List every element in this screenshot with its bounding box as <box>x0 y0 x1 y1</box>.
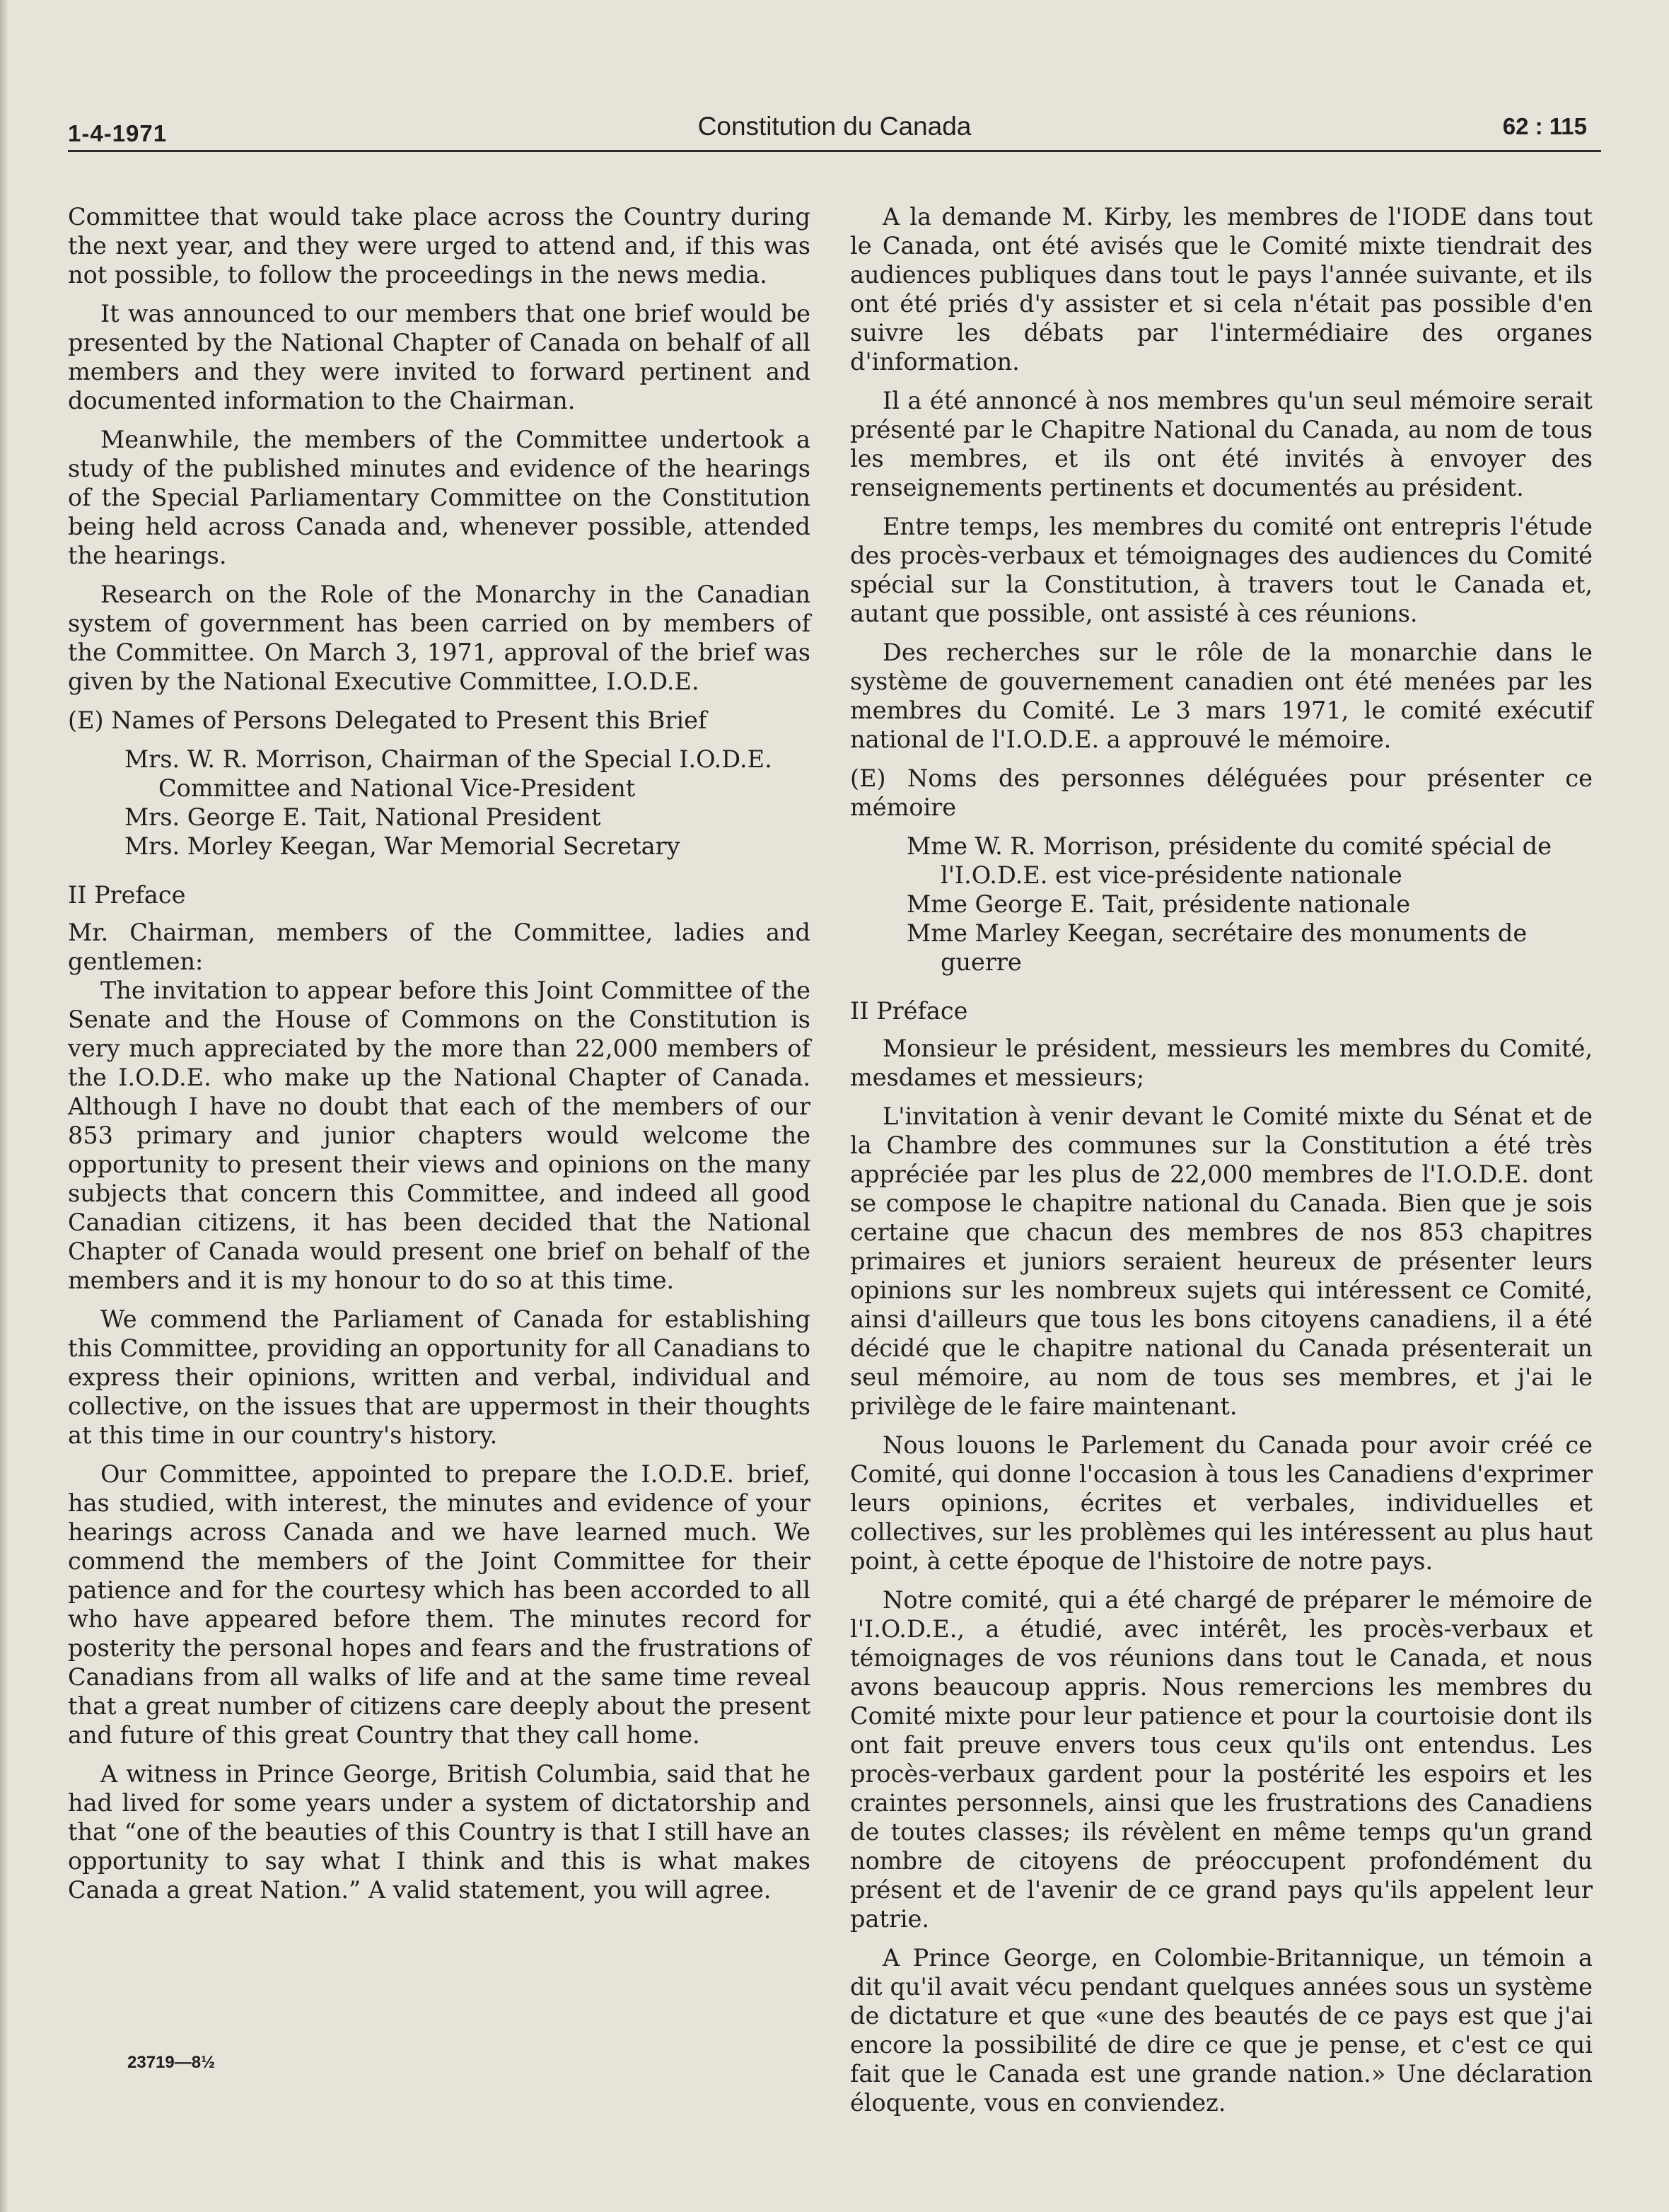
paragraph: Nous louons le Parlement du Canada pour avoir créé ce Comité, qui donne l'occasion à tous les Canadiens d'exprimer leurs opinions, écrites et verbales, individuelles et collectives, sur les problèmes qui les intéressent au plus haut point, à cette époque de l'histoire de notre pays. <box>850 1431 1593 1575</box>
section-heading-preface: II Preface <box>68 881 186 909</box>
delegate-item: Mrs. Morley Keegan, War Memorial Secretary <box>124 832 680 860</box>
salutation: Monsieur le président, messieurs les membres du Comité, mesdames et messieurs; <box>850 1035 1593 1091</box>
page-binding-edge <box>0 0 8 2212</box>
paragraph: A Prince George, en Colombie-Britannique, un témoin a dit qu'il avait vécu pendant quelques années sous un système de dictature et que «une des beautés de ce pays est que j'ai encore la possibilité de dire ce que je pense, et c'est ce qui fait que le Canada est une grande nation.» Une déclaration éloquente, vous en conviendez. <box>850 1944 1593 2117</box>
header-page-number: 62 : 115 <box>1502 113 1587 139</box>
paragraph: Des recherches sur le rôle de la monarchie dans le système de gouvernement canadien ont été menées par les membres du Comité. Le 3 mars 1971, le comité exécutif national de l'I.O.D.E. a approuvé le mémoire. <box>850 639 1593 753</box>
section-heading-preface: II Préface <box>850 997 968 1025</box>
header-rule <box>68 150 1601 152</box>
paragraph: Committee that would take place across the Country during the next year, and they were urged to attend and, if this was not possible, to follow the proceedings in the news media. <box>68 203 810 289</box>
paragraph: Il a été annoncé à nos membres qu'un seul mémoire serait présenté par le Chapitre National du Canada, au nom de tous les membres, et ils ont été invités à envoyer des renseignements pertinents et documentés au président. <box>850 387 1593 501</box>
paragraph: The invitation to appear before this Joint Committee of the Senate and the House of Commons on the Constitution is very much appreciated by the more than 22,000 members of the I.O.D.E. who make up the National Chapter of Canada. Although I have no doubt that each of the members of our 853 primary and junior chapters would welcome the opportunity to present their views and opinions on the many subjects that concern this Committee, and indeed all good Canadian citizens, it has been decided that the National Chapter of Canada would present one brief on behalf of the members and it is my honour to do so at this time. <box>68 977 810 1294</box>
paragraph: We commend the Parliament of Canada for establishing this Committee, providing an opportunity for all Canadians to express their opinions, written and verbal, individual and collective, on the issues that are uppermost in their thoughts at this time in our country's history. <box>68 1305 811 1449</box>
paragraph: A witness in Prince George, British Columbia, said that he had lived for some years under a system of dictatorship and that “one of the beauties of this Country is that I still have an opportunity to say what I think and this is what makes Canada a great Nation.” A valid statement, you will agree. <box>68 1760 810 1904</box>
paragraph: L'invitation à venir devant le Comité mixte du Sénat et de la Chambre des communes sur la Constitution a été très appréciée par les plus de 22,000 membres de l'I.O.D.E. dont se compose le chapitre national du Canada. Bien que je sois certaine que chacun des membres de nos 853 chapitres primaires et juniors seraient heureux de présenter leurs opinions sur les nombreux sujets qui intéressent ce Comité, ainsi d'ailleurs que tous les bons citoyens canadiens, il a été décidé que le chapitre national du Canada présenterait un seul mémoire, au nom de tous ses membres, et j'ai le privilège de le faire maintenant. <box>850 1102 1593 1420</box>
paragraph: Our Committee, appointed to prepare the I.O.D.E. brief, has studied, with interest, the minutes and evidence of your hearings across Canada and we have learned much. We commend the members of the Joint Committee for their patience and for the courtesy which has been accorded to all who have appeared before them. The minutes record for posterity the personal hopes and fears and the frustrations of Canadians from all walks of life and at the same time reveal that a great number of citizens care deeply about the present and future of this great Country that they call home. <box>68 1460 810 1749</box>
delegate-item: Mrs. W. R. Morrison, Chairman of the Special I.O.D.E. Committee and National Vice-President <box>124 745 772 802</box>
paragraph: Research on the Role of the Monarchy in the Canadian system of government has been carried on by members of the Committee. On March 3, 1971, approval of the brief was given by the National Executive Committee, I.O.D.E. <box>68 581 810 695</box>
delegate-item: Mme George E. Tait, présidente nationale <box>907 890 1411 918</box>
paragraph: Entre temps, les membres du comité ont entrepris l'étude des procès-verbaux et témoignages des audiences du Comité spécial sur la Constitution, à travers tout le Canada et, autant que possible, ont assisté à ces réunions. <box>850 513 1593 627</box>
delegate-item: Mme W. R. Morrison, présidente du comité spécial de l'I.O.D.E. est vice-présidente nationale <box>907 832 1552 889</box>
running-header <box>68 106 1601 149</box>
paragraph: A la demande M. Kirby, les membres de l'IODE dans tout le Canada, ont été avisés que le Comité mixte tiendrait des audiences publiques dans tout le pays l'année suivante, et ils ont été priés d'y assister et si cela n'était pas possible d'en suivre les débats par l'intermédiaire des organes d'information. <box>850 203 1593 376</box>
header-date: 1-4-1971 <box>68 120 168 146</box>
french-column <box>850 202 1593 2127</box>
section-heading-e: (E) Names of Persons Delegated to Present this Brief <box>68 706 707 734</box>
paragraph: Meanwhile, the members of the Committee undertook a study of the published minutes and evidence of the hearings of the Special Parliamentary Committee on the Constitution being held across Canada and, whenever possible, attended the hearings. <box>68 426 810 569</box>
paragraph: Notre comité, qui a été chargé de préparer le mémoire de l'I.O.D.E., a étudié, avec intérêt, les procès-verbaux et témoignages de vos réunions dans tout le Canada, et nous avons beaucoup appris. Nous remercions les membres du Comité mixte pour leur patience et pour la courtoisie dont ils ont fait preuve envers tous ceux qu'ils ont entendus. Les procès-verbaux gardent pour la postérité les espoirs et les craintes personnels, ainsi que les frustrations des Canadiens de toutes classes; ils révèlent en même temps qu'un grand nombre de citoyens de préoccupent profondément du présent et de l'avenir de ce grand pays qu'ils appelent leur patrie. <box>850 1586 1593 1933</box>
printer-code: 23719—8½ <box>127 2053 216 2072</box>
header-title: Constitution du Canada <box>697 112 972 141</box>
paragraph: It was announced to our members that one brief would be presented by the National Chapter of Canada on behalf of all members and they were invited to forward pertinent and documented information to the Chairman. <box>68 300 810 414</box>
salutation: Mr. Chairman, members of the Committee, ladies and gentlemen: <box>68 919 810 975</box>
delegate-item: Mrs. George E. Tait, National President <box>124 803 601 831</box>
section-heading-e: (E) Noms des personnes déléguées pour présenter ce mémoire <box>850 764 1593 821</box>
english-column <box>68 202 810 1914</box>
delegate-item: Mme Marley Keegan, secrétaire des monuments de guerre <box>907 919 1528 976</box>
